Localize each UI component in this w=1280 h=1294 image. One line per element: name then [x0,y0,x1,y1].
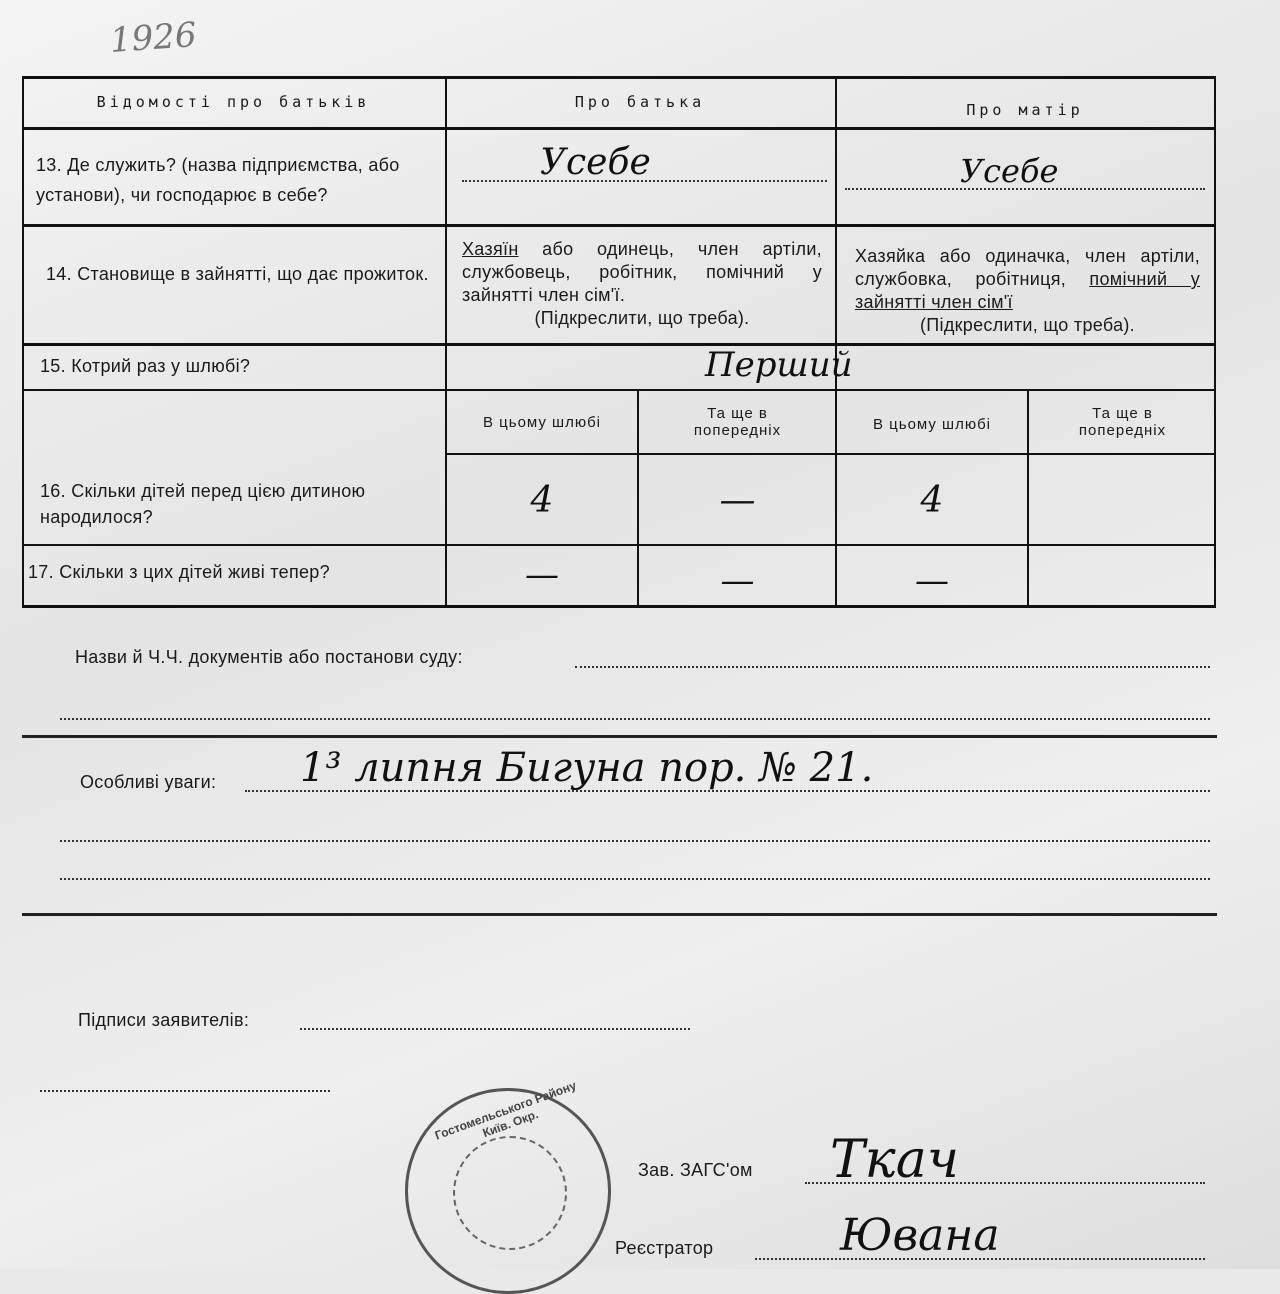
mother-selected-option: помічний у зайнятті член сім'ї [855,269,1200,312]
row17-father-this: — [525,555,559,595]
father-note: (Підкреслити, що треба). [534,308,750,328]
head-signature: Ткач [830,1130,960,1190]
mother-other-options: Хазяйка або одиначка, член артіли, службовка, робітниця, [855,246,1200,289]
row13-mother-value: Усебе [960,152,1059,190]
subheader-mother-this-marriage: В цьому шлюбі [872,416,992,433]
header-mother: Про матір [966,101,1084,119]
subheader-mother-previous: Та ще в попередніх [1078,405,1167,439]
row14-mother-options [855,245,1200,337]
corner-note: 1926 [108,15,198,61]
row17-label: 17. Скільки з цих дітей живі тепер? [28,562,330,582]
remarks-label: Особливі уваги: [80,772,217,792]
header-parents-info: Відомості про батьків [96,93,371,111]
row16-father-this: 4 [530,479,554,521]
registrar-label: Реєстратор [615,1238,714,1258]
father-other-options: або одинець, член артіли, службовець, робітник, помічний у зайнятті член сім'ї. [462,239,822,305]
signatures-label: Підписи заявителів: [78,1010,250,1030]
row15-value: Перший [705,345,853,385]
row13-father-value: Усебе [540,142,651,183]
remarks-value: 1³ липня Бигуна пор. № 21. [300,745,874,791]
head-label: Зав. ЗАГС'ом [638,1160,753,1180]
subheader-father-this-marriage: В цьому шлюбі [482,413,602,431]
registrar-signature: Ювана [840,1210,1000,1261]
row15-label: 15. Котрий раз у шлюбі? [40,356,251,376]
row14-father-options [462,238,822,330]
row16-label: 16. Скільки дітей перед цією дитиною народилося? [40,481,366,527]
stamp-text: Гостомельського Району Київ. Окр. [433,1078,579,1143]
subheader-father-previous: Та ще в попередніх [693,405,782,439]
official-stamp [405,1078,611,1294]
row16-mother-this: 4 [920,479,944,521]
documents-label: Назви й Ч.Ч. документів або постанови суду: [75,647,463,667]
row16-father-previous: — [719,479,756,521]
row17-mother-this: — [915,561,949,601]
row16-mother-previous [1030,456,1215,544]
father-selected-option: Хазяїн [462,239,519,259]
row13-label: 13. Де служить? (назва підприємства, або установи), чи господарює в себе? [36,155,400,205]
mother-note: (Підкреслити, що треба). [920,315,1135,335]
row17-mother-previous [1030,552,1215,610]
header-father: Про батька [574,93,706,111]
row17-father-previous: — [720,561,755,601]
row14-label: 14. Становище в зайнятті, що дає прожиток. [46,264,429,284]
